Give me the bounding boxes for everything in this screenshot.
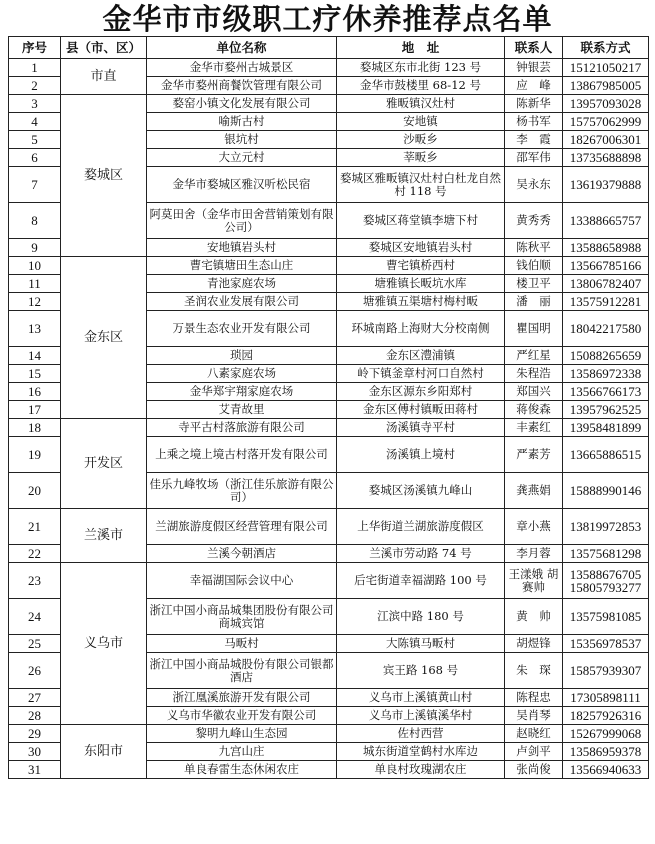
row-number: 11: [9, 275, 61, 293]
address: 婺城区蒋堂镇李塘下村: [337, 203, 505, 239]
phone-number: 13588676705: [569, 566, 642, 582]
unit-name: 金华郑宇翔家庭农场: [147, 383, 337, 401]
address: 婺城区汤溪镇九峰山: [337, 473, 505, 509]
phone-number: 13575681298: [569, 546, 642, 561]
contact-person: 朱程浩: [505, 365, 563, 383]
phone-cell: [563, 239, 649, 257]
contact-person: 吴永东: [505, 167, 563, 203]
phone-cell: [563, 131, 649, 149]
row-number: 27: [9, 689, 61, 707]
row-number: 12: [9, 293, 61, 311]
phone-number: 13806782407: [569, 276, 642, 291]
unit-name: 艾青故里: [147, 401, 337, 419]
address: 义乌市上溪镇溪华村: [337, 707, 505, 725]
row-number: 2: [9, 77, 61, 95]
address: 金东区澧浦镇: [337, 347, 505, 365]
phone-cell: [563, 509, 649, 545]
address: 环城南路上海财大分校南侧: [337, 311, 505, 347]
phone-number: 13957962525: [569, 402, 642, 417]
address: 上华街道兰湖旅游度假区: [337, 509, 505, 545]
row-number: 30: [9, 743, 61, 761]
address: 宾王路 168 号: [337, 653, 505, 689]
phone-number: 13588658988: [569, 240, 642, 255]
contact-person: 章小燕: [505, 509, 563, 545]
phone-number: 13388665757: [569, 213, 642, 228]
phone-cell: [563, 473, 649, 509]
row-number: 6: [9, 149, 61, 167]
county-cell: 义乌市: [61, 563, 147, 725]
table-row: [9, 563, 649, 599]
header-contact: 联系人: [505, 37, 563, 59]
contact-person: 龚燕娟: [505, 473, 563, 509]
row-number: 29: [9, 725, 61, 743]
contact-person: 朱 琛: [505, 653, 563, 689]
unit-name: 上乘之境上境古村落开发有限公司: [147, 437, 337, 473]
phone-number: 15088265659: [569, 348, 642, 363]
phone-cell: [563, 95, 649, 113]
address: 婺城区雅畈镇汉灶村白杜龙自然村 118 号: [337, 167, 505, 203]
contact-person: 陈程忠: [505, 689, 563, 707]
address: 婺城区安地镇岩头村: [337, 239, 505, 257]
phone-number: 13586959378: [569, 744, 642, 759]
row-number: 24: [9, 599, 61, 635]
phone-cell: [563, 689, 649, 707]
table-row: [9, 95, 649, 113]
contact-person: 严素芳: [505, 437, 563, 473]
row-number: 1: [9, 59, 61, 77]
phone-number: 13957093028: [569, 96, 642, 111]
county-cell: 市直: [61, 59, 147, 95]
address: 金东区源东乡阳郑村: [337, 383, 505, 401]
unit-name: 马畈村: [147, 635, 337, 653]
phone-cell: [563, 635, 649, 653]
phone-number: 15805793277: [569, 579, 642, 595]
contact-person: 应 峰: [505, 77, 563, 95]
phone-cell: [563, 383, 649, 401]
unit-name: 安地镇岩头村: [147, 239, 337, 257]
row-number: 7: [9, 167, 61, 203]
address: 后宅街道幸福湖路 100 号: [337, 563, 505, 599]
row-number: 9: [9, 239, 61, 257]
header-address: 地 址: [337, 37, 505, 59]
phone-number: 13566785166: [569, 258, 642, 273]
unit-name: 圣润农业发展有限公司: [147, 293, 337, 311]
contact-person: 丰素红: [505, 419, 563, 437]
phone-cell: [563, 545, 649, 563]
row-number: 20: [9, 473, 61, 509]
row-number: 17: [9, 401, 61, 419]
phone-number: 13665886515: [569, 447, 642, 462]
phone-cell: [563, 275, 649, 293]
phone-cell: [563, 149, 649, 167]
address: 沙畈乡: [337, 131, 505, 149]
table-row: [9, 509, 649, 545]
table-row: [9, 725, 649, 743]
phone-number: 18257926316: [569, 708, 642, 723]
header-phone: 联系方式: [563, 37, 649, 59]
phone-cell: [563, 653, 649, 689]
unit-name: 曹宅镇塘田生态山庄: [147, 257, 337, 275]
address: 金东区傅村镇畈田蒋村: [337, 401, 505, 419]
contact-person: 王漾娥 胡赛帅: [505, 563, 563, 599]
phone-cell: [563, 167, 649, 203]
phone-number: 17305898111: [570, 690, 641, 705]
unit-name: 青池家庭农场: [147, 275, 337, 293]
row-number: 28: [9, 707, 61, 725]
contact-person: 李月蓉: [505, 545, 563, 563]
phone-number: 13619379888: [569, 177, 642, 192]
contact-person: 黄 帅: [505, 599, 563, 635]
unit-name: 佳乐九峰牧场（浙江佳乐旅游有限公司）: [147, 473, 337, 509]
unit-name: 金华市婺城区雅汉听松民宿: [147, 167, 337, 203]
contact-person: 钟银芸: [505, 59, 563, 77]
phone-number: 13958481899: [569, 420, 642, 435]
unit-name: 喻斯古村: [147, 113, 337, 131]
row-number: 14: [9, 347, 61, 365]
unit-name: 寺平古村落旅游有限公司: [147, 419, 337, 437]
address: 雅畈镇汉灶村: [337, 95, 505, 113]
phone-cell: [563, 761, 649, 779]
header-no: 序号: [9, 37, 61, 59]
row-number: 22: [9, 545, 61, 563]
county-cell: 婺城区: [61, 95, 147, 257]
address: 单良村玫瑰湖农庄: [337, 761, 505, 779]
unit-name: 银坑村: [147, 131, 337, 149]
phone-number: 13586972338: [569, 366, 642, 381]
table-row: [9, 59, 649, 77]
contact-person: 瞿国明: [505, 311, 563, 347]
unit-name: 义乌市华徽农业开发有限公司: [147, 707, 337, 725]
phone-cell: [563, 437, 649, 473]
row-number: 15: [9, 365, 61, 383]
phone-cell: [563, 113, 649, 131]
county-cell: 东阳市: [61, 725, 147, 779]
unit-name: 金华市婺州商餐饮管理有限公司: [147, 77, 337, 95]
phone-cell: [563, 419, 649, 437]
phone-number: 13575912281: [569, 294, 642, 309]
table-row: [9, 257, 649, 275]
phone-cell: [563, 725, 649, 743]
contact-person: 杨书军: [505, 113, 563, 131]
contact-person: 李 霞: [505, 131, 563, 149]
row-number: 8: [9, 203, 61, 239]
phone-number: 18267006301: [569, 132, 642, 147]
row-number: 4: [9, 113, 61, 131]
phone-cell: [563, 707, 649, 725]
phone-number: 15267999068: [569, 726, 642, 741]
row-number: 18: [9, 419, 61, 437]
phone-number: 13575981085: [569, 609, 642, 624]
unit-name: 浙江凰溪旅游开发有限公司: [147, 689, 337, 707]
unit-name: 浙江中国小商品城集团股份有限公司商城宾馆: [147, 599, 337, 635]
contact-person: 楼卫平: [505, 275, 563, 293]
address: 江滨中路 180 号: [337, 599, 505, 635]
address: 塘雅镇五渠塘村梅村畈: [337, 293, 505, 311]
row-number: 13: [9, 311, 61, 347]
phone-cell: [563, 257, 649, 275]
row-number: 5: [9, 131, 61, 149]
address: 塘雅镇长畈坑水库: [337, 275, 505, 293]
contact-person: 卢剑平: [505, 743, 563, 761]
unit-name: 九宫山庄: [147, 743, 337, 761]
contact-person: 赵晓红: [505, 725, 563, 743]
county-cell: 兰溪市: [61, 509, 147, 563]
table-row: [9, 419, 649, 437]
phone-cell: [563, 563, 649, 599]
row-number: 31: [9, 761, 61, 779]
row-number: 25: [9, 635, 61, 653]
phone-number: 15888990146: [569, 483, 642, 498]
unit-name: 兰溪今朝酒店: [147, 545, 337, 563]
unit-name: 单良春雷生态休闲农庄: [147, 761, 337, 779]
phone-number: 13867985005: [569, 78, 642, 93]
phone-cell: [563, 77, 649, 95]
row-number: 19: [9, 437, 61, 473]
unit-name: 大立元村: [147, 149, 337, 167]
header-row: [9, 37, 649, 59]
address: 金华市鼓楼里 68-12 号: [337, 77, 505, 95]
phone-number: 15857939307: [569, 663, 642, 678]
page-title: 金华市市级职工疗休养推荐点名单: [102, 2, 553, 36]
contact-person: 胡煜锋: [505, 635, 563, 653]
phone-cell: [563, 347, 649, 365]
phone-number: 15356978537: [569, 636, 642, 651]
header-unit: 单位名称: [147, 37, 337, 59]
contact-person: 严红星: [505, 347, 563, 365]
unit-name: 黎明九峰山生态园: [147, 725, 337, 743]
row-number: 26: [9, 653, 61, 689]
address: 安地镇: [337, 113, 505, 131]
unit-name: 万景生态农业开发有限公司: [147, 311, 337, 347]
phone-number: 15121050217: [569, 60, 642, 75]
phone-number: 13735688898: [569, 150, 642, 165]
row-number: 23: [9, 563, 61, 599]
county-cell: 开发区: [61, 419, 147, 509]
unit-name: 浙江中国小商品城股份有限公司银都酒店: [147, 653, 337, 689]
phone-number: 13566766173: [569, 384, 642, 399]
unit-name: 金华市婺州古城景区: [147, 59, 337, 77]
phone-cell: [563, 311, 649, 347]
contact-person: 吴肖琴: [505, 707, 563, 725]
county-cell: 金东区: [61, 257, 147, 419]
row-number: 3: [9, 95, 61, 113]
contact-person: 陈秋平: [505, 239, 563, 257]
address: 曹宅镇桥西村: [337, 257, 505, 275]
contact-person: 钱伯顺: [505, 257, 563, 275]
unit-name: 八素家庭农场: [147, 365, 337, 383]
phone-number: 18042217580: [569, 321, 642, 336]
contact-person: 张尚俊: [505, 761, 563, 779]
address: 汤溪镇寺平村: [337, 419, 505, 437]
row-number: 21: [9, 509, 61, 545]
phone-number: 15757062999: [569, 114, 642, 129]
phone-cell: [563, 203, 649, 239]
phone-cell: [563, 599, 649, 635]
contact-person: 邵军伟: [505, 149, 563, 167]
phone-number: 13566940633: [569, 762, 642, 777]
contact-person: 黄秀秀: [505, 203, 563, 239]
row-number: 16: [9, 383, 61, 401]
address: 汤溪镇上境村: [337, 437, 505, 473]
address: 兰溪市劳动路 74 号: [337, 545, 505, 563]
unit-name: 琐园: [147, 347, 337, 365]
unit-name: 兰湖旅游度假区经营管理有限公司: [147, 509, 337, 545]
unit-name: 幸福湖国际会议中心: [147, 563, 337, 599]
phone-number: 13819972853: [569, 519, 642, 534]
address: 义乌市上溪镇黄山村: [337, 689, 505, 707]
header-county: 县（市、区）: [61, 37, 147, 59]
address: 婺城区东市北街 123 号: [337, 59, 505, 77]
phone-cell: [563, 293, 649, 311]
contact-person: 郑国兴: [505, 383, 563, 401]
address: 城东街道堂鹤村水库边: [337, 743, 505, 761]
phone-cell: [563, 59, 649, 77]
address: 大陈镇马畈村: [337, 635, 505, 653]
recommendation-table: [8, 36, 649, 779]
phone-cell: [563, 365, 649, 383]
unit-name: 婺窑小镇文化发展有限公司: [147, 95, 337, 113]
row-number: 10: [9, 257, 61, 275]
unit-name: 阿莫田舍（金华市田舍营销策划有限公司）: [147, 203, 337, 239]
contact-person: 潘 丽: [505, 293, 563, 311]
address: 莘畈乡: [337, 149, 505, 167]
contact-person: 陈新华: [505, 95, 563, 113]
phone-cell: [563, 401, 649, 419]
phone-cell: [563, 743, 649, 761]
address: 岭下镇釜章村河口自然村: [337, 365, 505, 383]
contact-person: 蒋俊森: [505, 401, 563, 419]
address: 佐村西营: [337, 725, 505, 743]
